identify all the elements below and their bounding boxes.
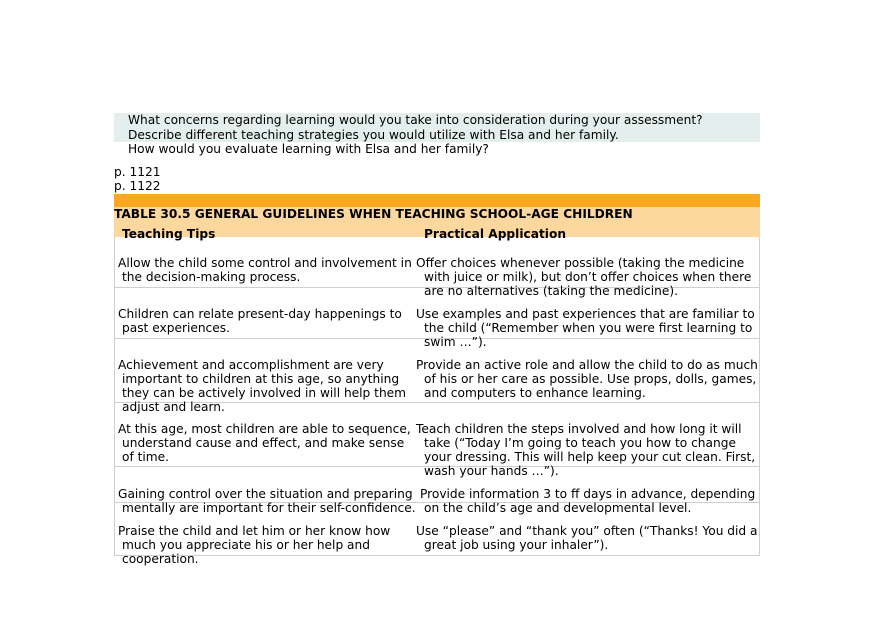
- cell-line: they can be actively involved in will help them: [122, 386, 407, 400]
- table-accent-bar: [114, 194, 760, 207]
- page-ref-1121: p. 1121: [114, 165, 161, 179]
- cell-line: Achievement and accomplishment are very: [118, 358, 384, 372]
- table-row-3-tip: [118, 358, 406, 414]
- cell-line: with juice or milk), but don’t offer choices when there: [424, 270, 752, 284]
- cell-line: the decision-making process.: [122, 270, 301, 284]
- cell-line: important to children at this age, so anything: [122, 372, 400, 386]
- question-3: How would you evaluate learning with Elsa and her family?: [128, 142, 489, 156]
- question-1: What concerns regarding learning would you take into consideration during your assessment?: [128, 113, 703, 127]
- cell-line: Provide an active role and allow the child to do as much: [416, 358, 758, 372]
- cell-line: Allow the child some control and involvement in: [118, 256, 412, 270]
- cell-line: understand cause and effect, and make sense: [122, 436, 405, 450]
- cell-line: adjust and learn.: [122, 400, 225, 414]
- column-header-practical-application: Practical Application: [424, 227, 567, 241]
- cell-line: Use “please” and “thank you” often (“Thanks! You did a: [416, 524, 758, 538]
- cell-line: past experiences.: [122, 321, 230, 335]
- cell-line: are no alternatives (taking the medicine).: [424, 284, 678, 298]
- cell-line: cooperation.: [122, 552, 199, 566]
- cell-line: on the child’s age and developmental level.: [424, 501, 692, 515]
- cell-line: take (“Today I’m going to teach you how to change: [424, 436, 736, 450]
- discussion-questions: [114, 113, 760, 156]
- cell-line: much you appreciate his or her help and: [122, 538, 370, 552]
- cell-line: At this age, most children are able to sequence,: [118, 422, 411, 436]
- table-row-6-application: [416, 524, 758, 552]
- cell-line: and computers to enhance learning.: [424, 386, 646, 400]
- table-row-6-tip: [118, 524, 390, 566]
- table-row-5-application: [420, 487, 755, 515]
- page-ref-1122: p. 1122: [114, 179, 161, 193]
- cell-line: Praise the child and let him or her know how: [118, 524, 391, 538]
- table-row-3-application: [416, 358, 758, 400]
- cell-line: Teach children the steps involved and how long it will: [416, 422, 742, 436]
- cell-line: your dressing. This will help keep your cut clean. First,: [424, 450, 756, 464]
- table-row-4-tip: [118, 422, 411, 464]
- table-row-4-application: [416, 422, 755, 478]
- cell-line: great job using your inhaler”).: [424, 538, 609, 552]
- table-row-1-tip: [118, 256, 412, 284]
- table-row-2-tip: [118, 307, 402, 335]
- table-row-1-application: [416, 256, 751, 298]
- cell-line: of his or her care as possible. Use props, dolls, games,: [424, 372, 757, 386]
- table-title: TABLE 30.5 GENERAL GUIDELINES WHEN TEACHING SCHOOL-AGE CHILDREN: [114, 207, 633, 221]
- cell-line: wash your hands …”).: [424, 464, 559, 478]
- cell-line: Children can relate present-day happenings to: [118, 307, 402, 321]
- column-header-teaching-tips: Teaching Tips: [122, 227, 216, 241]
- cell-line: Use examples and past experiences that are familiar to: [416, 307, 755, 321]
- table-row-2-application: [416, 307, 755, 349]
- cell-line: Offer choices whenever possible (taking the medicine: [416, 256, 745, 270]
- table-row-5-tip: [118, 487, 416, 515]
- cell-line: mentally are important for their self-confidence.: [122, 501, 416, 515]
- question-2: Describe different teaching strategies you would utilize with Elsa and her family.: [128, 128, 619, 142]
- cell-line: of time.: [122, 450, 170, 464]
- cell-line: the child (“Remember when you were first learning to: [424, 321, 753, 335]
- cell-line: swim …”).: [424, 335, 487, 349]
- cell-line: Provide information 3 to ff days in advance, depending: [420, 487, 756, 501]
- cell-line: Gaining control over the situation and preparing: [118, 487, 413, 501]
